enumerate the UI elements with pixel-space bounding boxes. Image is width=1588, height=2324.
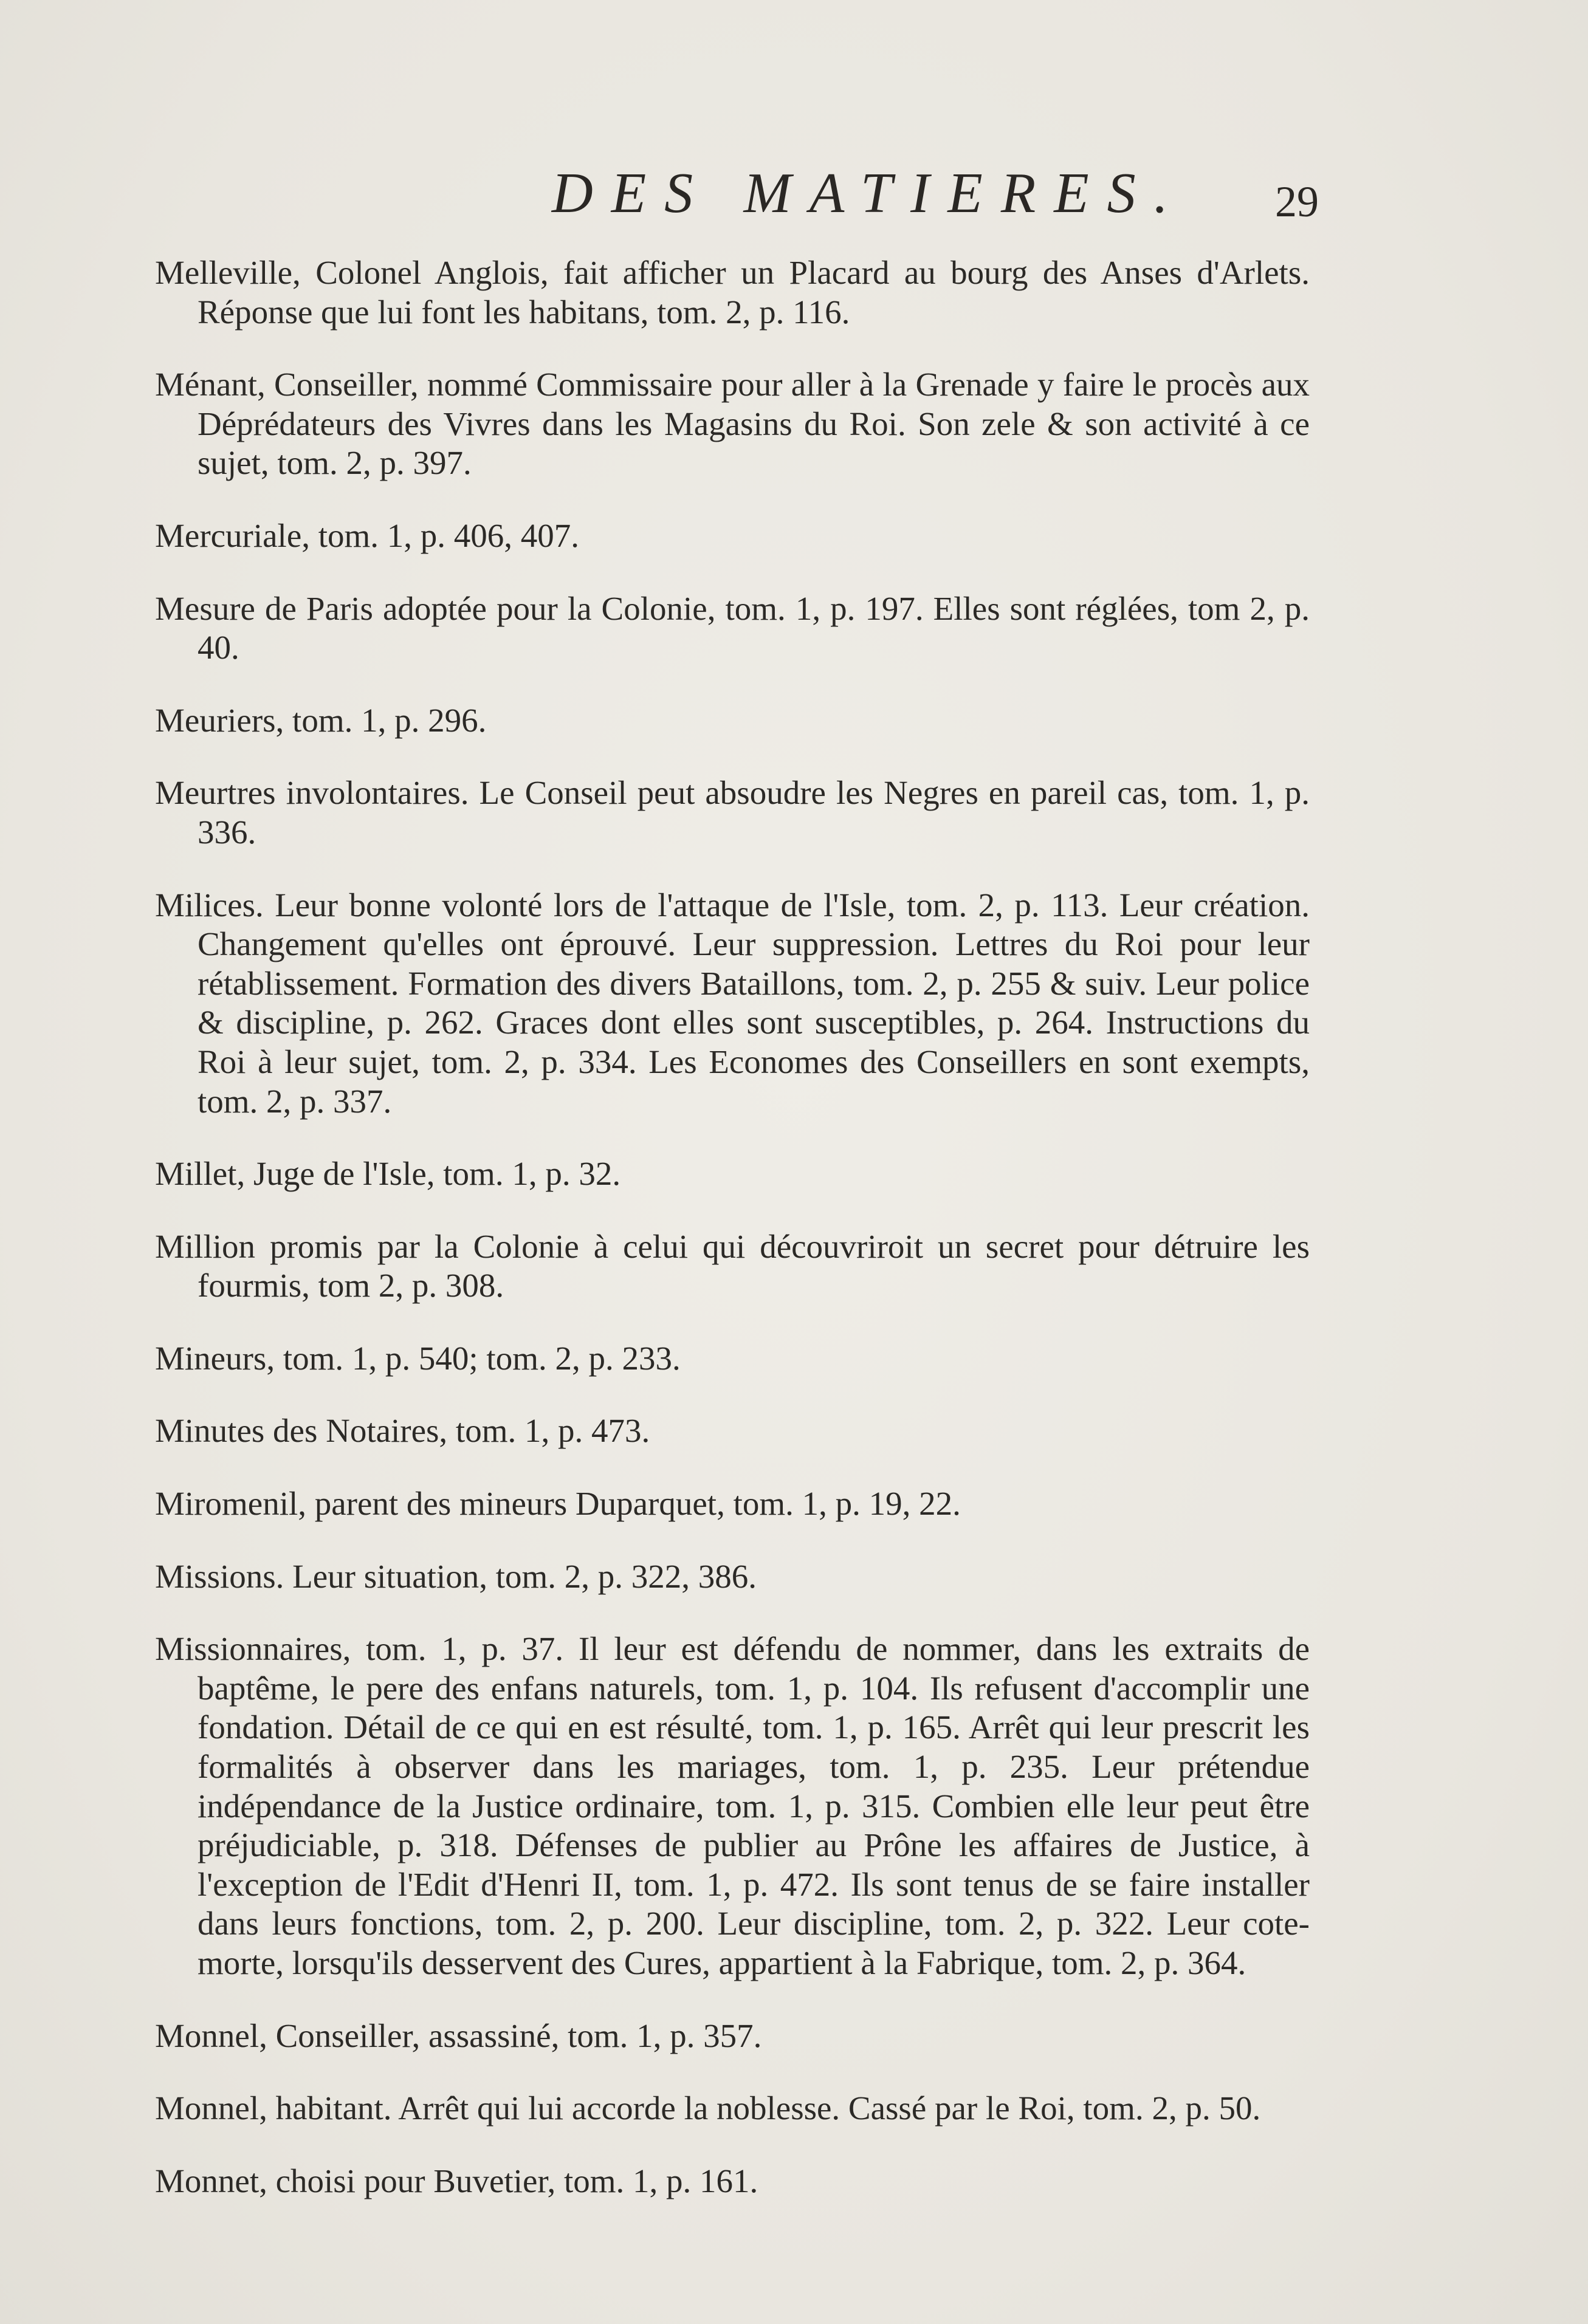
page-number: 29 [1275, 177, 1319, 226]
index-entry-menant: Ménant, Conseiller, nommé Commissaire pour aller à la Grenade y faire le procès aux Déprédateurs des Vivres dans les Magasins du Roi. Son zele & son activité à ce sujet, tom. 2, p. 397. [155, 366, 1310, 482]
index-entry-melleville: Melleville, Colonel Anglois, fait afficher un Placard au bourg des Anses d'Arlets. Réponse que lui font les habitans, tom. 2, p. 116. [155, 254, 1310, 331]
index-entry-meurtres: Meurtres involontaires. Le Conseil peut absoudre les Negres en pareil cas, tom. 1, p. 336. [155, 774, 1310, 851]
index-entry-mesure: Mesure de Paris adoptée pour la Colonie, tom. 1, p. 197. Elles sont réglées, tom 2, p. 40. [155, 589, 1310, 667]
index-body [155, 220, 1310, 2201]
running-head: DES MATIERES. [551, 162, 1187, 225]
index-entry-millet: Millet, Juge de l'Isle, tom. 1, p. 32. [155, 1155, 621, 1193]
index-entry-mercuriale: Mercuriale, tom. 1, p. 406, 407. [155, 516, 580, 554]
index-entry-missions: Missions. Leur situation, tom. 2, p. 322, 386. [155, 1557, 757, 1595]
index-entry-missionnaires: Missionnaires, tom. 1, p. 37. Il leur est défendu de nommer, dans les extraits de baptême, le pere des enfans naturels, tom. 1, p. 104. Ils refusent d'accomplir une fondation. Détail de ce qui en est résulté, tom. 1, p. 165. Arrêt qui leur prescrit les formalités à observer dans les mariages, tom. 1, p. 235. Leur prétendue indépendance de la Justice ordinaire, tom. 1, p. 315. Combien elle leur peut être préjudiciable, p. 318. Défenses de publier au Prône les affaires de Justice, à l'exception de l'Edit d'Henri II, tom. 1, p. 472. Ils sont tenus de se faire installer dans leurs fonctions, tom. 2, p. 200. Leur discipline, tom. 2, p. 322. Leur cote-morte, lorsqu'ils desservent des Cures, appartient à la Fabrique, tom. 2, p. 364. [155, 1630, 1310, 1981]
index-entry-million: Million promis par la Colonie à celui qui découvriroit un secret pour détruire les fourmis, tom 2, p. 308. [155, 1227, 1310, 1304]
index-entry-milices: Milices. Leur bonne volonté lors de l'attaque de l'Isle, tom. 2, p. 113. Leur création. Changement qu'elles ont éprouvé. Leur suppression. Lettres du Roi pour leur rétablissement. Formation des divers Bataillons, tom. 2, p. 255 & suiv. Leur police & discipline, p. 262. Graces dont elles sont susceptibles, p. 264. Instructions du Roi à leur sujet, tom. 2, p. 334. Les Economes des Conseillers en sont exempts, tom. 2, p. 337. [155, 886, 1310, 1120]
index-entry-meuriers: Meuriers, tom. 1, p. 296. [155, 701, 487, 739]
index-entry-monnel-habitant: Monnel, habitant. Arrêt qui lui accorde la noblesse. Cassé par le Roi, tom. 2, p. 50. [155, 2089, 1261, 2127]
index-entry-mineurs: Mineurs, tom. 1, p. 540; tom. 2, p. 233. [155, 1339, 681, 1377]
index-entry-monnel-conseiller: Monnel, Conseiller, assassiné, tom. 1, p. 357. [155, 2017, 762, 2054]
index-entry-miromenil: Miromenil, parent des mineurs Duparquet, tom. 1, p. 19, 22. [155, 1485, 961, 1523]
index-entry-monnet: Monnet, choisi pour Buvetier, tom. 1, p. 161. [155, 2162, 758, 2199]
index-entry-minutes: Minutes des Notaires, tom. 1, p. 473. [155, 1412, 650, 1450]
